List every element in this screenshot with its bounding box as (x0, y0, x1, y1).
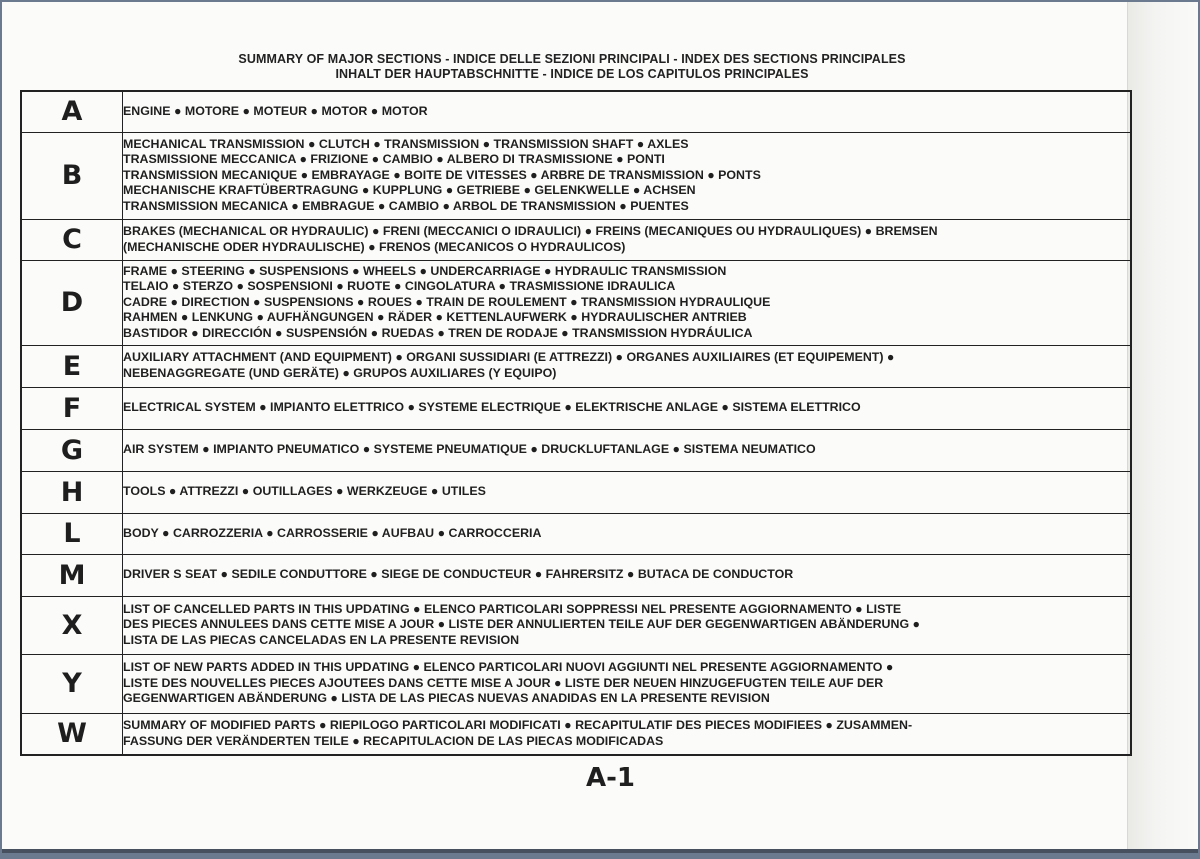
section-line: DRIVER S SEAT ● SEDILE CONDUTTORE ● SIEGE DE CONDUCTEUR ● FAHRERSITZ ● BUTACA DE CONDUCTOR (123, 567, 794, 582)
section-letter: X (21, 596, 123, 654)
sections-table (20, 90, 1132, 756)
section-row-c (21, 219, 1131, 260)
section-description (123, 345, 1132, 387)
section-line: AUXILIARY ATTACHMENT (AND EQUIPMENT) ● ORGANI SUSSIDIARI (E ATTREZZI) ● ORGANES AUXILIAIRES (ET EQUIPEMENT) ● (123, 350, 895, 365)
section-line: FASSUNG DER VERÄNDERTEN TEILE ● RECAPITULACION DE LAS PIECAS MODIFICADAS (123, 733, 664, 748)
section-description (123, 654, 1132, 713)
section-line: LISTA DE LAS PIECAS CANCELADAS EN LA PRESENTE REVISION (123, 632, 520, 647)
section-line: FRAME ● STEERING ● SUSPENSIONS ● WHEELS ● UNDERCARRIAGE ● HYDRAULIC TRANSMISSION (123, 263, 727, 278)
section-letter: Y (21, 654, 123, 713)
section-letter: F (21, 387, 123, 429)
section-letter: A (21, 91, 123, 132)
section-line: MECHANISCHE KRAFTÜBERTRAGUNG ● KUPPLUNG ● GETRIEBE ● GELENKWELLE ● ACHSEN (123, 183, 696, 198)
section-row-f (21, 387, 1131, 429)
document-page (2, 2, 1198, 853)
section-line: LIST OF NEW PARTS ADDED IN THIS UPDATING ● ELENCO PARTICOLARI NUOVI AGGIUNTI NEL PRESENTE AGGIORNAMENTO ● (123, 660, 894, 675)
section-letter: D (21, 260, 123, 345)
section-description (123, 554, 1132, 596)
section-line: BRAKES (MECHANICAL OR HYDRAULIC) ● FRENI (MECCANICI O IDRAULICI) ● FREINS (MECANIQUES OU HYDRAULIQUES) ● BREMSEN (123, 223, 938, 238)
section-line: LISTE DES NOUVELLES PIECES AJOUTEES DANS CETTE MISE A JOUR ● LISTE DER NEUEN HINZUGEFUGTEN TEILE AUF DER (123, 675, 884, 690)
section-description (123, 260, 1132, 345)
section-letter: E (21, 345, 123, 387)
section-line: TRANSMISSION MECANICA ● EMBRAGUE ● CAMBIO ● ARBOL DE TRANSMISSION ● PUENTES (123, 198, 689, 213)
section-description (123, 471, 1132, 513)
section-row-y (21, 654, 1131, 713)
section-row-e (21, 345, 1131, 387)
section-row-d (21, 260, 1131, 345)
section-row-a (21, 91, 1131, 132)
heading-line-2: INHALT DER HAUPTABSCHNITTE - INDICE DE LOS CAPITULOS PRINCIPALES (335, 67, 809, 81)
section-line: AIR SYSTEM ● IMPIANTO PNEUMATICO ● SYSTEME PNEUMATIQUE ● DRUCKLUFTANLAGE ● SISTEMA NEUMATICO (123, 442, 816, 457)
section-letter: M (21, 554, 123, 596)
section-row-h (21, 471, 1131, 513)
section-description (123, 713, 1132, 755)
page-number: A-1 (586, 763, 636, 793)
section-line: ENGINE ● MOTORE ● MOTEUR ● MOTOR ● MOTOR (123, 103, 428, 118)
section-letter: C (21, 219, 123, 260)
section-description (123, 91, 1132, 132)
section-row-g (21, 429, 1131, 471)
section-description (123, 387, 1132, 429)
section-row-w (21, 713, 1131, 755)
section-line: TRASMISSIONE MECCANICA ● FRIZIONE ● CAMBIO ● ALBERO DI TRASMISSIONE ● PONTI (123, 152, 665, 167)
section-line: MECHANICAL TRANSMISSION ● CLUTCH ● TRANSMISSION ● TRANSMISSION SHAFT ● AXLES (123, 136, 689, 151)
section-letter: H (21, 471, 123, 513)
section-line: (MECHANISCHE ODER HYDRAULISCHE) ● FRENOS (MECANICOS O HYDRAULICOS) (123, 239, 626, 254)
section-line: TOOLS ● ATTREZZI ● OUTILLAGES ● WERKZEUGE ● UTILES (123, 484, 486, 499)
section-letter: G (21, 429, 123, 471)
section-line: SUMMARY OF MODIFIED PARTS ● RIEPILOGO PARTICOLARI MODIFICATI ● RECAPITULATIF DES PIECES MODIFIEES ● ZUSAMMEN- (123, 718, 913, 733)
section-description (123, 596, 1132, 654)
section-line: NEBENAGGREGATE (UND GERÄTE) ● GRUPOS AUXILIARES (Y EQUIPO) (123, 366, 557, 380)
page-edge-shadow (1127, 2, 1198, 853)
section-letter: W (21, 713, 123, 755)
section-description (123, 429, 1132, 471)
page-bottom-edge (2, 849, 1198, 853)
section-line: LIST OF CANCELLED PARTS IN THIS UPDATING ● ELENCO PARTICOLARI SOPPRESSI NEL PRESENTE AGGIORNAMENTO ● LISTE (123, 601, 902, 616)
section-line: ELECTRICAL SYSTEM ● IMPIANTO ELETTRICO ● SYSTEME ELECTRIQUE ● ELEKTRISCHE ANLAGE ● SISTEMA ELETTRICO (123, 400, 861, 415)
section-description (123, 132, 1132, 219)
section-row-x (21, 596, 1131, 654)
section-row-l (21, 513, 1131, 554)
section-letter: B (21, 132, 123, 219)
section-line: TRANSMISSION MECANIQUE ● EMBRAYAGE ● BOITE DE VITESSES ● ARBRE DE TRANSMISSION ● PONTS (123, 167, 761, 182)
section-description (123, 513, 1132, 554)
section-line: BASTIDOR ● DIRECCIÓN ● SUSPENSIÓN ● RUEDAS ● TREN DE RODAJE ● TRANSMISSION HYDRÁULICA (123, 325, 753, 340)
section-line: BODY ● CARROZZERIA ● CARROSSERIE ● AUFBAU ● CARROCCERIA (123, 525, 542, 540)
section-row-m (21, 554, 1131, 596)
section-line: TELAIO ● STERZO ● SOSPENSIONI ● RUOTE ● CINGOLATURA ● TRASMISSIONE IDRAULICA (123, 279, 676, 294)
section-letter: L (21, 513, 123, 554)
section-line: DES PIECES ANNULEES DANS CETTE MISE A JOUR ● LISTE DER ANNULIERTEN TEILE AUF DER GEGENWARTIGEN ABÄNDERUNG ● (123, 617, 921, 632)
section-line: GEGENWARTIGEN ABÄNDERUNG ● LISTA DE LAS PIECAS NUEVAS ANADIDAS EN LA PRESENTE REVISION (123, 691, 770, 706)
section-line: CADRE ● DIRECTION ● SUSPENSIONS ● ROUES ● TRAIN DE ROULEMENT ● TRANSMISSION HYDRAULIQUE (123, 294, 771, 309)
heading-line-1: SUMMARY OF MAJOR SECTIONS - INDICE DELLE SEZIONI PRINCIPALI - INDEX DES SECTIONS PRINCIPALES (238, 52, 906, 66)
section-row-b (21, 132, 1131, 219)
section-description (123, 219, 1132, 260)
section-line: RAHMEN ● LENKUNG ● AUFHÄNGUNGEN ● RÄDER ● KETTENLAUFWERK ● HYDRAULISCHER ANTRIEB (123, 310, 747, 325)
